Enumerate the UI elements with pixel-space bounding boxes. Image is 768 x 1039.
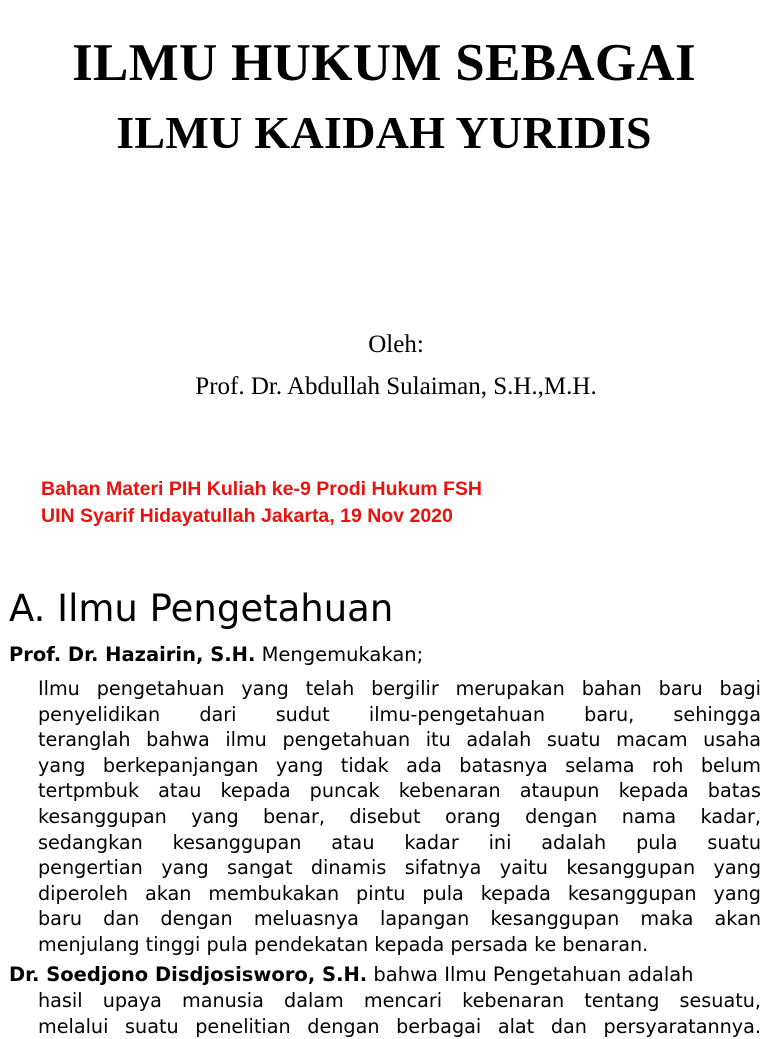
- paragraph-line: pengertian yang sangat dinamis sifatnya yaitu kesanggupan yang: [38, 856, 761, 880]
- course-note-line-2: UIN Syarif Hidayatullah Jakarta, 19 Nov 2020: [41, 505, 453, 527]
- quote-paragraph-hazairin: [38, 676, 761, 958]
- quote-intro-hazairin: [9, 642, 423, 668]
- paragraph-line: kesanggupan yang benar, disebut orang dengan nama kadar,: [38, 804, 761, 828]
- speaker-name: Prof. Dr. Hazairin, S.H.: [9, 643, 256, 666]
- section-heading: A. Ilmu Pengetahuan: [9, 587, 394, 630]
- paragraph-line: yang berkepanjangan yang tidak ada batasnya selama roh belum: [38, 753, 761, 777]
- paragraph-line: diperoleh akan membukakan pintu pula kepada kesanggupan yang: [38, 881, 761, 905]
- course-note-line-1: Bahan Materi PIH Kuliah ke-9 Prodi Hukum FSH: [41, 478, 482, 500]
- author-name: Prof. Dr. Abdullah Sulaiman, S.H.,M.H.: [195, 373, 597, 400]
- paragraph-line: melalui suatu penelitian dengan berbagai alat dan persyaratannya.: [38, 1014, 761, 1038]
- speaker-name: Dr. Soedjono Disdjosisworo, S.H.: [9, 963, 368, 986]
- paragraph-line: sedangkan kesanggupan atau kadar ini adalah pula suatu: [38, 830, 761, 854]
- paragraph-line: teranglah bahwa ilmu pengetahuan itu adalah suatu macam usaha: [38, 728, 761, 752]
- speaker-verb: Mengemukakan;: [255, 643, 424, 666]
- paragraph-line: baru dan dengan meluasnya lapangan kesanggupan maka akan: [38, 907, 761, 931]
- document-title-line-2: ILMU KAIDAH YURIDIS: [116, 107, 652, 158]
- quote-paragraph-soedjono: [38, 988, 761, 1039]
- paragraph-line: penyelidikan dari sudut ilmu-pengetahuan baru, sehingga: [38, 702, 761, 726]
- paragraph-line: hasil upaya manusia dalam mencari kebenaran tentang sesuatu,: [38, 989, 761, 1012]
- quote-intro-soedjono: [9, 962, 694, 988]
- paragraph-line: Ilmu pengetahuan yang telah bergilir merupakan bahan baru bagi: [38, 677, 761, 700]
- speaker-verb: bahwa Ilmu Pengetahuan adalah: [367, 963, 694, 986]
- paragraph-line: menjulang tinggi pula pendekatan kepada persada ke benaran.: [38, 932, 649, 956]
- document-title-line-1: ILMU HUKUM SEBAGAI: [72, 34, 696, 92]
- byline-label: Oleh:: [368, 331, 424, 358]
- paragraph-line: tertpmbuk atau kepada puncak kebenaran ataupun kepada batas: [38, 779, 761, 803]
